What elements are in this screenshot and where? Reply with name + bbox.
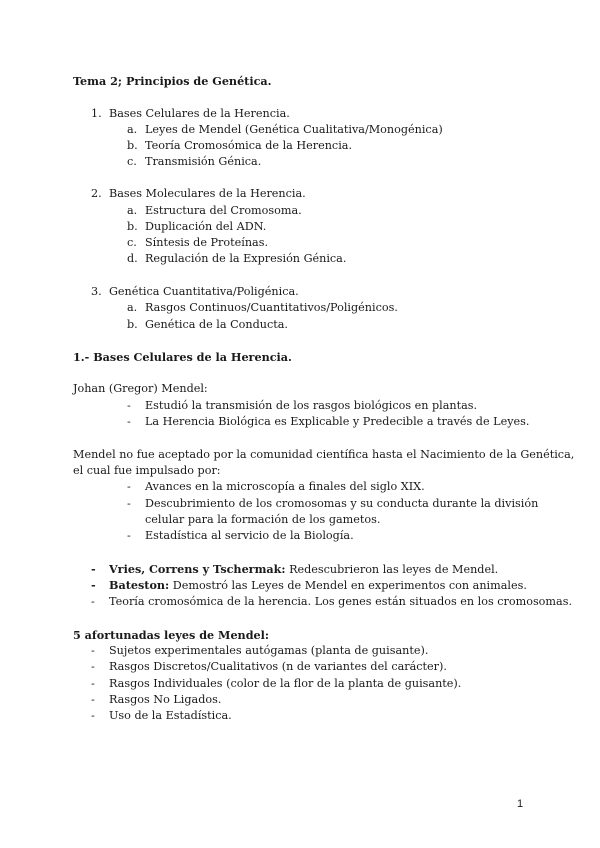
dash-bullet: - (127, 529, 131, 542)
outline-sub-letter: d. (127, 252, 138, 265)
dash-bullet: - (91, 562, 96, 576)
list-item: Avances en la microscopía a finales del siglo XIX. (145, 480, 425, 493)
paragraph-line: Mendel no fue aceptado por la comunidad científica hasta el Nacimiento de la Genética, (73, 448, 575, 461)
outline-sub-letter: b. (127, 220, 138, 233)
dash-bullet: - (91, 595, 95, 608)
dash-bullet: - (127, 415, 131, 428)
outline-sub-item: Teoría Cromosómica de la Herencia. (145, 139, 353, 152)
dash-bullet: - (91, 660, 95, 673)
outline-sub-item: Leyes de Mendel (Genética Cualitativa/Monogénica) (145, 123, 443, 136)
outline-number: 2. (91, 187, 102, 200)
law-item: Rasgos Discretos/Cualitativos (n de variantes del carácter). (109, 660, 447, 673)
dash-bullet: - (127, 399, 131, 412)
outline-sub-item: Duplicación del ADN. (145, 220, 267, 233)
outline-sub-letter: a. (127, 123, 138, 136)
outline-sub-letter: a. (127, 204, 138, 217)
dash-bullet: - (91, 644, 95, 657)
outline-sub-item: Estructura del Cromosoma. (145, 204, 302, 217)
dash-bullet: - (91, 693, 95, 706)
law-item: Rasgos No Ligados. (109, 693, 222, 706)
list-item: Descubrimiento de los cromosomas y su conducta durante la división (145, 497, 539, 510)
law-item: Uso de la Estadística. (109, 709, 232, 722)
laws-heading: 5 afortunadas leyes de Mendel: (73, 628, 270, 642)
list-item: La Herencia Biológica es Explicable y Predecible a través de Leyes. (145, 415, 530, 428)
list-item: Estadística al servicio de la Biología. (145, 529, 354, 542)
outline-sub-letter: b. (127, 318, 138, 331)
outline-sub-item: Rasgos Continuos/Cuantitativos/Poligénicos. (145, 301, 398, 314)
outline-sub-item: Síntesis de Proteínas. (145, 236, 268, 249)
dash-bullet: - (91, 709, 95, 722)
document-title: Tema 2; Principios de Genética. (73, 74, 272, 88)
dash-bullet: - (91, 677, 95, 690)
outline-sub-letter: b. (127, 139, 138, 152)
bold-term: Vries, Correns y Tschermak: (109, 562, 286, 576)
outline-number: 1. (91, 107, 102, 120)
dash-bullet: - (91, 578, 96, 592)
outline-number: 3. (91, 285, 102, 298)
section-heading: 1.- Bases Celulares de la Herencia. (73, 350, 292, 364)
outline-sub-item: Regulación de la Expresión Génica. (145, 252, 347, 265)
outline-item: Genética Cuantitativa/Poligénica. (109, 285, 299, 298)
dash-bullet: - (127, 497, 131, 510)
list-item (109, 561, 498, 578)
list-item-continuation: celular para la formación de los gametos. (145, 513, 381, 526)
term-description: Demostró las Leyes de Mendel en experimentos con animales. (169, 579, 527, 592)
outline-sub-letter: c. (127, 236, 137, 249)
page-number: 1 (517, 798, 524, 810)
term-description: Redescubrieron las leyes de Mendel. (285, 563, 499, 576)
law-item: Sujetos experimentales autógamas (planta de guisante). (109, 644, 429, 657)
dash-bullet: - (127, 480, 131, 493)
list-item (109, 577, 527, 594)
outline-sub-item: Transmisión Génica. (145, 155, 262, 168)
mendel-intro: Johan (Gregor) Mendel: (73, 382, 208, 395)
list-item: Teoría cromosómica de la herencia. Los genes están situados en los cromosomas. (109, 595, 572, 608)
outline-sub-letter: a. (127, 301, 138, 314)
outline-item: Bases Celulares de la Herencia. (109, 107, 290, 120)
bold-term: Bateston: (109, 578, 170, 592)
list-item: Estudió la transmisión de los rasgos biológicos en plantas. (145, 399, 478, 412)
outline-sub-letter: c. (127, 155, 137, 168)
paragraph-line: el cual fue impulsado por: (73, 464, 221, 477)
law-item: Rasgos Individuales (color de la flor de la planta de guisante). (109, 677, 462, 690)
outline-sub-item: Genética de la Conducta. (145, 318, 288, 331)
outline-item: Bases Moleculares de la Herencia. (109, 187, 306, 200)
